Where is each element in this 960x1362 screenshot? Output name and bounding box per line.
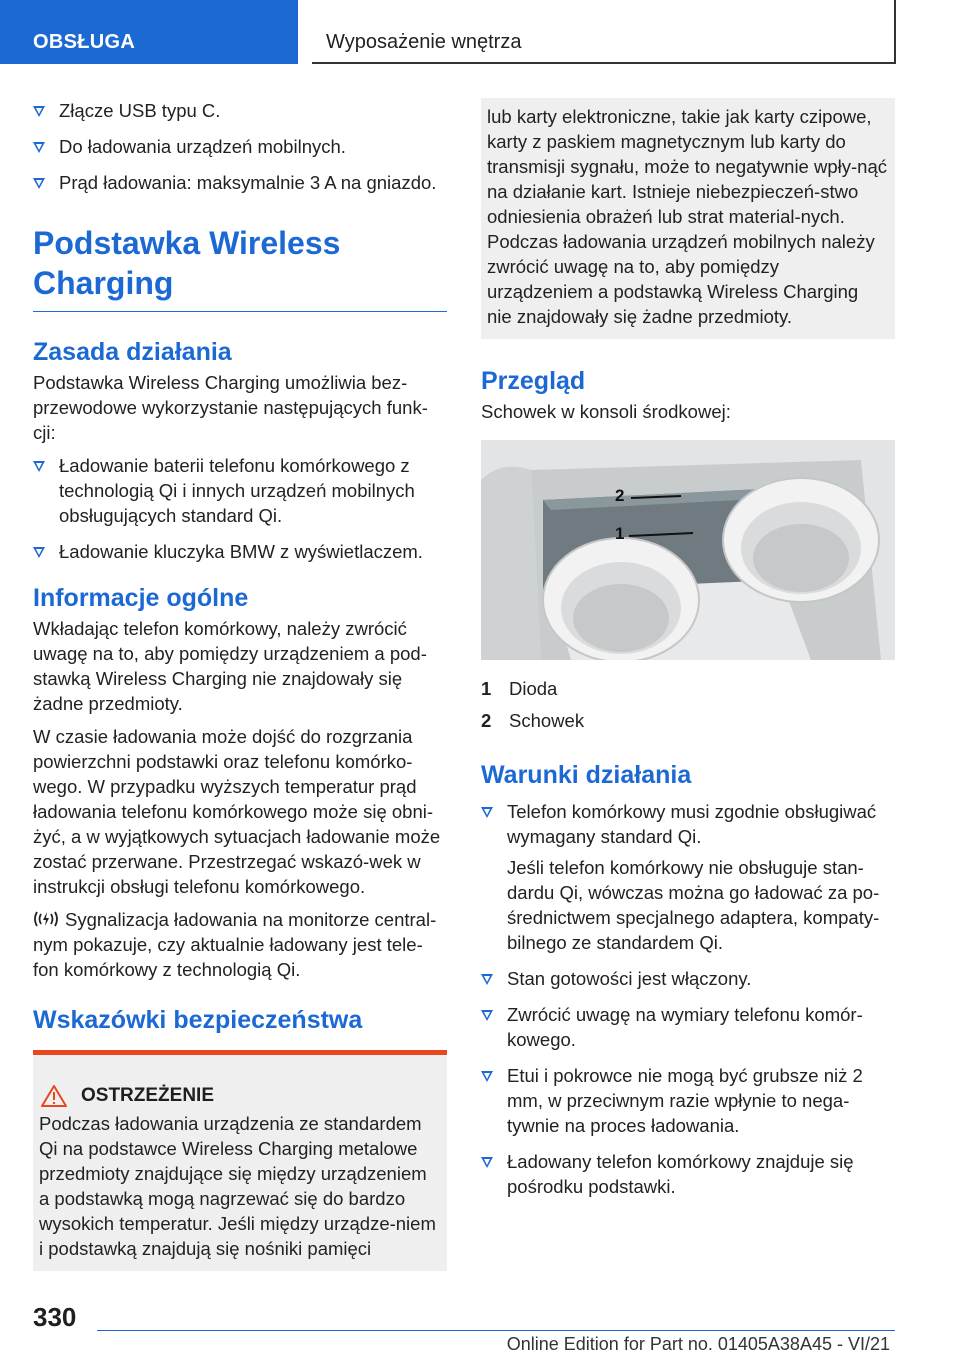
- list-item: Etui i pokrowce nie mogą być grubsze niż 2 mm, w przeciwnym razie wpłynie to nega-tywnie na proces ładowania.: [481, 1063, 895, 1138]
- right-column: [481, 98, 895, 1210]
- main-heading: Podstawka Wireless Charging: [33, 223, 447, 312]
- heading-wskazowki: Wskazówki bezpieczeństwa: [33, 1006, 363, 1034]
- wireless-charging-icon: [33, 909, 59, 929]
- heading-warunki: Warunki działania: [481, 761, 692, 789]
- paragraph: Schowek w konsoli środkowej:: [481, 401, 731, 422]
- bullet-triangle-icon: [481, 1010, 493, 1021]
- bullet-triangle-icon: [33, 461, 45, 472]
- bullet-triangle-icon: [481, 974, 493, 985]
- console-storage-photo: [481, 440, 895, 660]
- bullet-triangle-icon: [33, 178, 45, 189]
- heading-przeglad: Przegląd: [481, 367, 586, 395]
- bullet-triangle-icon: [481, 807, 493, 818]
- bullet-triangle-icon: [481, 1071, 493, 1082]
- chapter-title: Wyposażenie wnętrza: [312, 0, 896, 64]
- list-item: Ładowany telefon komórkowy znajduje się pośrodku podstawki.: [481, 1149, 895, 1199]
- warning-text: Podczas ładowania urządzenia ze standardem Qi na podstawce Wireless Charging metalowe przedmioty znajdujące się między urządzeniem a podstawką mogą nagrzewać się do bardzo wysokich temperatur. Jeśli między urządze-niem i podstawką znajdują się nośniki pamięci: [39, 1113, 436, 1259]
- heading-zasada: Zasada działania: [33, 338, 232, 366]
- footer-edition: Online Edition for Part no. 01405A38A45 - VI/21: [506, 1334, 890, 1354]
- warning-triangle-icon: [41, 1085, 67, 1107]
- legend-item: 1 Dioda: [481, 678, 558, 699]
- list-item: Do ładowania urządzeń mobilnych.: [33, 134, 447, 159]
- warning-box-continued: [481, 98, 895, 339]
- list-item: Ładowanie baterii telefonu komórkowego z technologią Qi i innych urządzeń mobilnych obsługujących standard Qi.: [33, 453, 447, 528]
- bullet-triangle-icon: [33, 547, 45, 558]
- paragraph-signal: Sygnalizacja ładowania na monitorze central-nym pokazuje, czy aktualnie ładowany jest tele-fon komórkowy z technologią Qi.: [33, 909, 437, 980]
- list-item-extra: Jeśli telefon komórkowy nie obsługuje stan-dardu Qi, wówczas można go ładować za po-średnictwem specjalnego adaptera, kompaty-bilnego ze standardem Qi.: [507, 857, 880, 953]
- list-item: Ładowanie kluczyka BMW z wyświetlaczem.: [33, 539, 447, 564]
- list-item: Złącze USB typu C.: [33, 98, 447, 123]
- paragraph: Podstawka Wireless Charging umożliwia bez-przewodowe wykorzystanie następujących funk-cji:: [33, 372, 428, 443]
- callout-1: 1: [615, 524, 625, 543]
- list-item: Telefon komórkowy musi zgodnie obsługiwać wymagany standard Qi.: [481, 799, 895, 849]
- warning-title: OSTRZEŻENIE: [39, 1085, 439, 1107]
- callout-2: 2: [615, 486, 625, 505]
- bullet-triangle-icon: [481, 1157, 493, 1168]
- page-number: 330: [33, 1302, 77, 1332]
- paragraph: W czasie ładowania może dojść do rozgrzania powierzchni podstawki oraz telefonu komórko-wego. W przypadku wyższych temperatur prąd ładowania telefonu komórkowego może się obni-żyć, a w wyjątkowych sytuacjach ładowanie może zostać przerwane. Przestrzegać wskazó-wek w instrukcji obsługi telefonu komórkowego.: [33, 726, 441, 897]
- warning-text-continued: lub karty elektroniczne, takie jak karty czipowe, karty z paskiem magnetycznym lub karty do transmisji sygnału, może to negatywnie wpły-nąć na działanie kart. Istnieje niebezpieczeń-stwo odniesienia obrażeń lub strat material-nych. Podczas ładowania urządzeń mobilnych należy zwrócić uwagę na to, aby pomiędzy urządzeniem a podstawką Wireless Charging nie znajdowały się żadne przedmioty.: [487, 106, 887, 327]
- paragraph: Wkładając telefon komórkowy, należy zwrócić uwagę na to, aby pomiędzy urządzeniem a pod-stawką Wireless Charging nie znajdowały się żadne przedmioty.: [33, 618, 427, 714]
- list-item: Stan gotowości jest włączony.: [481, 966, 895, 991]
- legend-item: 2 Schowek: [481, 710, 585, 731]
- bullet-triangle-icon: [33, 142, 45, 153]
- left-column: [33, 98, 447, 1271]
- footer-divider: [97, 1330, 895, 1331]
- list-item: Zwrócić uwagę na wymiary telefonu komór-kowego.: [481, 1002, 895, 1052]
- heading-informacje: Informacje ogólne: [33, 584, 249, 612]
- warning-box: [33, 1050, 447, 1271]
- list-item: Prąd ładowania: maksymalnie 3 A na gniazdo.: [33, 170, 447, 195]
- bullet-triangle-icon: [33, 106, 45, 117]
- section-tab: OBSŁUGA: [0, 0, 298, 64]
